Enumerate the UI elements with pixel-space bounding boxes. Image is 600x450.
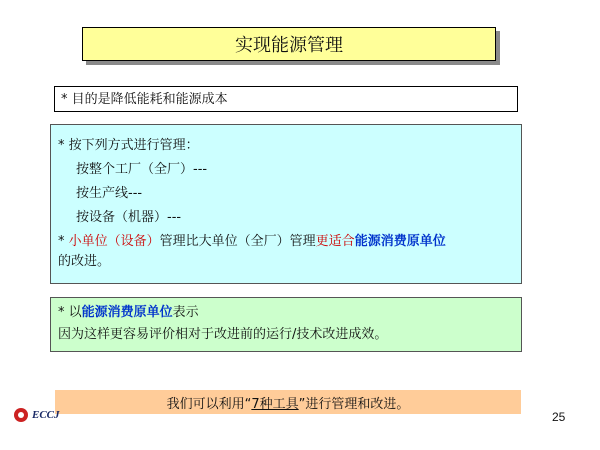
seven-tools-link[interactable]: 7种工具: [251, 396, 299, 412]
expression-box: [50, 297, 522, 352]
method-item-equipment: 按设备（机器）---: [76, 210, 182, 225]
expression-line-2: 因为这样更容易评价相对于改进前的运行/技术改进成效。: [58, 327, 388, 342]
note-star: *: [58, 234, 69, 249]
note-blue-text: 能源消费原单位: [354, 234, 446, 249]
tools-after: ”进行管理和改进。: [298, 396, 410, 412]
eccj-logo-icon: [14, 408, 28, 422]
note-red-text-2: 更适合: [315, 234, 355, 249]
note-mid-text: 管理比大单位（全厂）管理: [159, 234, 316, 249]
methods-heading: * 按下列方式进行管理：: [58, 138, 199, 153]
expression-suffix: 表示: [172, 305, 199, 320]
expression-prefix: * 以: [58, 305, 82, 320]
method-item-line: 按生产线---: [76, 186, 143, 201]
slide-title-text: 实现能源管理: [235, 35, 343, 56]
expression-highlight: 能源消费原单位: [81, 305, 173, 320]
tools-before: 我们可以利用“: [166, 396, 252, 412]
eccj-logo-text: ECCJ: [32, 409, 60, 421]
note-red-text: 小单位（设备）: [68, 234, 160, 249]
note-end-text: 的改进。: [58, 254, 111, 269]
page-number: 25: [552, 410, 566, 424]
goal-box: [54, 86, 518, 112]
tools-box: [55, 390, 521, 414]
expression-line-1: [58, 302, 521, 324]
methods-note: [58, 232, 521, 272]
method-item-plant: 按整个工厂（全厂）---: [76, 162, 208, 177]
goal-text: * 目的是降低能耗和能源成本: [61, 92, 228, 107]
slide-title: [82, 27, 496, 61]
management-methods-box: [50, 124, 522, 284]
eccj-logo: [14, 408, 60, 422]
